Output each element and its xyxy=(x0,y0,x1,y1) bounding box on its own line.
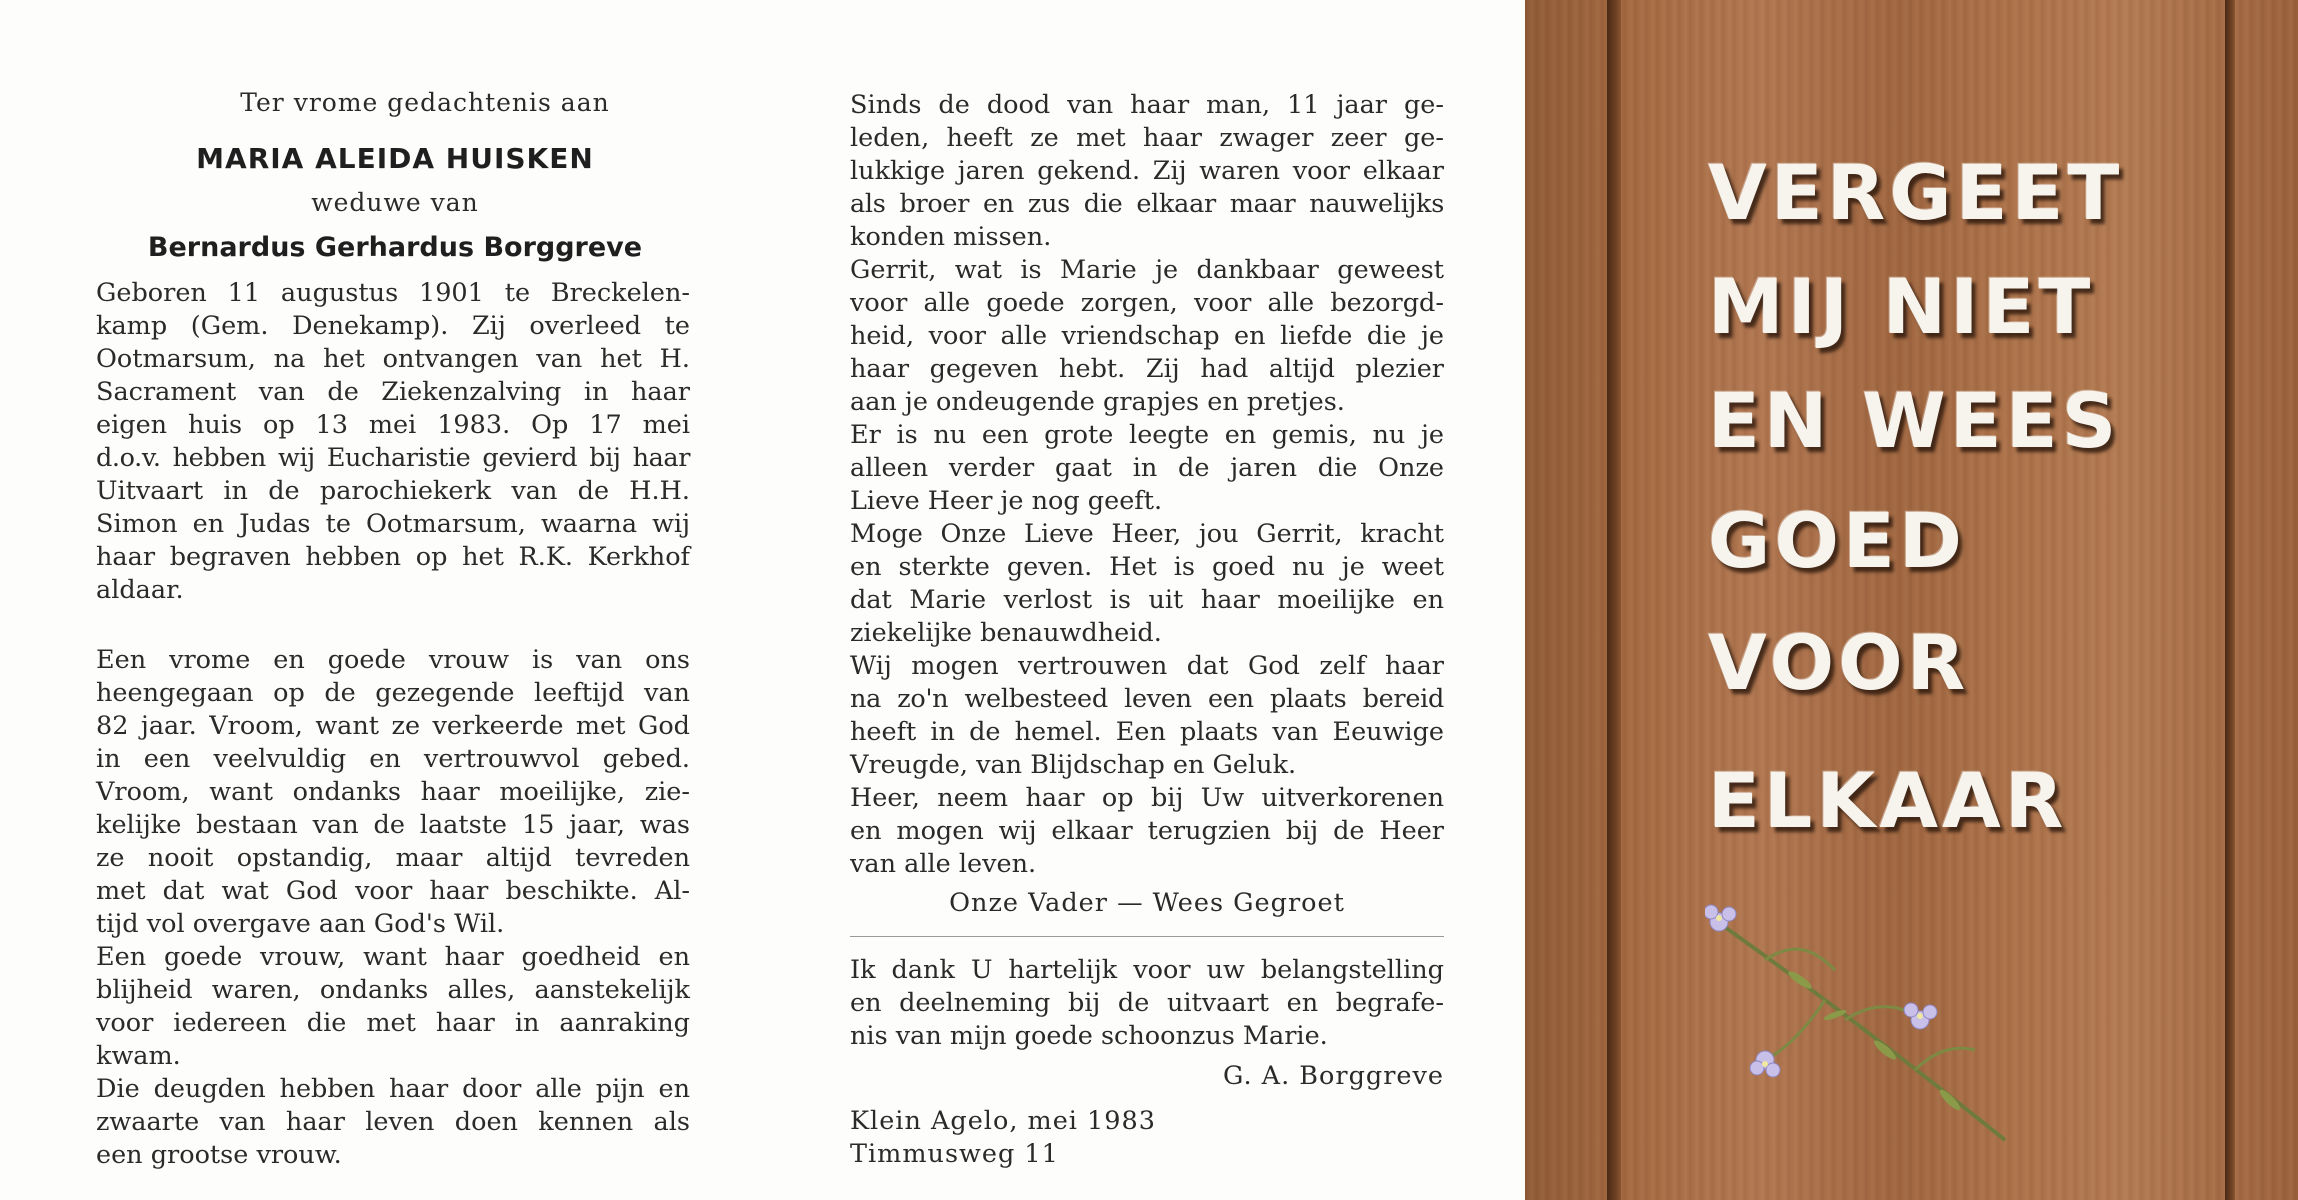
virtue-line: Een vrome en goede vrouw is van ons xyxy=(96,645,690,675)
address: Timmusweg 11 xyxy=(850,1139,1059,1169)
text-line: na zo'n welbesteed leven een plaats bereid xyxy=(850,684,1444,714)
bio-line: Ootmarsum, na het ontvangen van het H. xyxy=(96,344,690,374)
prayers-line: Onze Vader — Wees Gegroet xyxy=(949,888,1345,918)
text-line: Sinds de dood van haar man, 11 jaar ge- xyxy=(850,90,1444,120)
text-line: Lieve Heer je nog geeft. xyxy=(850,486,1163,516)
thanks-line: nis van mijn goede schoonzus Marie. xyxy=(850,1021,1328,1051)
left-card-panel xyxy=(0,0,850,1200)
text-line: heeft in de hemel. Een plaats van Eeuwige xyxy=(850,717,1444,747)
virtue-line: Die deugden hebben haar door alle pijn en xyxy=(96,1074,690,1104)
virtue-line: met dat wat God voor haar beschikte. Al- xyxy=(96,876,690,906)
virtue-line: tijd vol overgave aan God's Wil. xyxy=(96,909,505,939)
virtue-line: voor iedereen die met haar in aanraking xyxy=(96,1008,690,1038)
place-date: Klein Agelo, mei 1983 xyxy=(850,1106,1156,1136)
quote-line: VOOR xyxy=(1708,618,1970,707)
bio-line: Simon en Judas te Ootmarsum, waarna wij xyxy=(96,509,690,539)
quote-line: VERGEET xyxy=(1708,148,2124,237)
text-line: Heer, neem haar op bij Uw uitverkorenen xyxy=(850,783,1444,813)
widow-of-text: weduwe van xyxy=(311,188,479,217)
text-line: konden missen. xyxy=(850,222,1052,252)
middle-card-panel xyxy=(850,0,1525,1200)
text-line: Er is nu een grote leegte en gemis, nu je xyxy=(850,420,1444,450)
plank-gap xyxy=(1607,0,1621,1200)
quote-line: ELKAAR xyxy=(1708,756,2068,845)
deceased-name: MARIA ALEIDA HUISKEN xyxy=(196,142,594,175)
text-line: Vreugde, van Blijdschap en Geluk. xyxy=(850,750,1297,780)
text-line: ziekelijke benauwdheid. xyxy=(850,618,1162,648)
virtue-line: Vroom, want ondanks haar moeilijke, zie- xyxy=(96,777,690,807)
virtue-line: kelijke bestaan van de laatste 15 jaar, was xyxy=(96,810,690,840)
virtue-line: blijheid waren, ondanks alles, aanstekelijk xyxy=(96,975,690,1005)
virtue-line: kwam. xyxy=(96,1041,181,1071)
bio-line: Uitvaart in de parochiekerk van de H.H. xyxy=(96,476,690,506)
virtue-line: Een goede vrouw, want haar goedheid en xyxy=(96,942,690,972)
text-line: als broer en zus die elkaar maar nauwelijks xyxy=(850,189,1444,219)
thanks-line: en deelneming bij de uitvaart en begrafe- xyxy=(850,988,1444,1018)
signature: G. A. Borggreve xyxy=(1222,1061,1444,1091)
husband-name: Bernardus Gerhardus Borggreve xyxy=(147,232,643,263)
text-line: Moge Onze Lieve Heer, jou Gerrit, kracht xyxy=(850,519,1444,549)
text-line: en sterkte geven. Het is goed nu je weet xyxy=(850,552,1444,582)
virtue-line: 82 jaar. Vroom, want ze verkeerde met God xyxy=(96,711,690,741)
virtue-line: heengegaan op de gezegende leeftijd van xyxy=(96,678,690,708)
intro-text: Ter vrome gedachtenis aan xyxy=(240,88,610,117)
text-line: alleen verder gaat in de jaren die Onze xyxy=(850,453,1444,483)
quote-line: GOED xyxy=(1708,496,1966,585)
virtue-line: zwaarte van haar leven doen kennen als xyxy=(96,1107,690,1137)
bio-line: d.o.v. hebben wij Eucharistie gevierd bij haar xyxy=(96,443,690,473)
virtue-line: een grootse vrouw. xyxy=(96,1140,342,1170)
bio-line: Sacrament van de Ziekenzalving in haar xyxy=(96,377,690,407)
text-line: aan je ondeugende grapjes en pretjes. xyxy=(850,387,1345,417)
forget-me-not-flower-icon xyxy=(1705,900,2025,1160)
bio-line: eigen huis op 13 mei 1983. Op 17 mei xyxy=(96,410,690,440)
text-line: voor alle goede zorgen, voor alle bezorgd- xyxy=(850,288,1444,318)
text-line: heid, voor alle vriendschap en liefde die je xyxy=(850,321,1444,351)
wood-photo-panel xyxy=(1525,0,2298,1200)
text-line: en mogen wij elkaar terugzien bij de Heer xyxy=(850,816,1444,846)
virtue-line: in een veelvuldig en vertrouwvol gebed. xyxy=(96,744,690,774)
bio-line: kamp (Gem. Denekamp). Zij overleed te xyxy=(96,311,690,341)
virtue-line: ze nooit opstandig, maar altijd tevreden xyxy=(96,843,690,873)
text-line: dat Marie verlost is uit haar moeilijke en xyxy=(850,585,1444,615)
text-line: Gerrit, wat is Marie je dankbaar geweest xyxy=(850,255,1444,285)
thanks-line: Ik dank U hartelijk voor uw belangstelling xyxy=(850,955,1444,985)
bio-line: Geboren 11 augustus 1901 te Breckelen- xyxy=(96,278,690,308)
bio-line: aldaar. xyxy=(96,575,184,605)
text-line: Wij mogen vertrouwen dat God zelf haar xyxy=(850,651,1444,681)
text-line: van alle leven. xyxy=(850,849,1037,879)
text-line: leden, heeft ze met haar zwager zeer ge- xyxy=(850,123,1444,153)
bio-line: haar begraven hebben op het R.K. Kerkhof xyxy=(96,542,690,572)
text-line: lukkige jaren gekend. Zij waren voor elkaar xyxy=(850,156,1444,186)
text-line: haar gegeven hebt. Zij had altijd plezier xyxy=(850,354,1444,384)
quote-line: EN WEES xyxy=(1708,376,2121,465)
plank-gap xyxy=(2225,0,2235,1200)
quote-line: MIJ NIET xyxy=(1708,262,2095,351)
divider-rule xyxy=(850,936,1444,937)
